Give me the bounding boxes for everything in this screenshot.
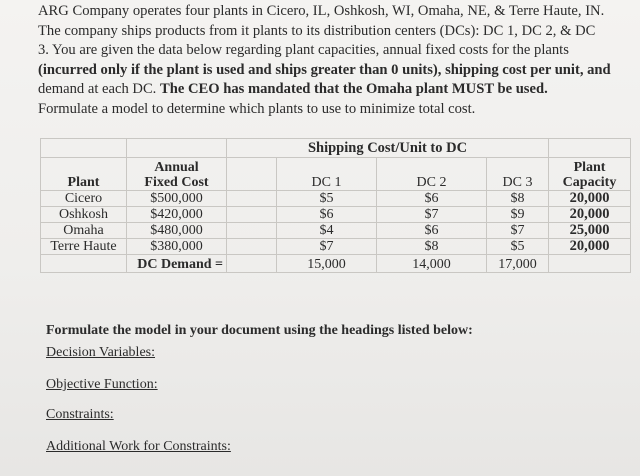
demand-row (41, 255, 631, 273)
dc3-header: DC 3 (487, 158, 549, 191)
fixed-cost: $420,000 (127, 207, 227, 223)
plant-name: Terre Haute (41, 239, 127, 255)
dc1-cost: $7 (277, 239, 377, 255)
ceo-mandate: The CEO has mandated that the Omaha plant MUST be used. (159, 81, 548, 98)
problem-line-bold: (incurred only if the plant is used and ships greater than 0 units), shipping cost per unit, and (38, 61, 611, 78)
dc2-cost: $7 (377, 207, 487, 223)
table-header-row (41, 158, 631, 191)
dc2-header: DC 2 (377, 158, 487, 191)
problem-statement (38, 2, 636, 120)
problem-line: Formulate a model to determine which plants to use to minimize total cost. (38, 100, 476, 117)
plant-header: Plant (41, 158, 127, 191)
blank-cell (227, 207, 277, 223)
dc3-cost: $7 (487, 223, 549, 239)
dc3-cost: $5 (487, 239, 549, 255)
empty-cell (549, 139, 631, 158)
capacity-header (549, 158, 631, 191)
fixed-cost: $480,000 (127, 223, 227, 239)
dc3-demand: 17,000 (487, 255, 549, 273)
plant-name: Oshkosh (41, 207, 127, 223)
plant-capacity: 20,000 (549, 239, 631, 255)
empty-cell (127, 139, 227, 158)
empty-cell (41, 255, 127, 273)
instructions-title: Formulate the model in your document using the headings listed below: (46, 323, 473, 338)
dc2-cost: $8 (377, 239, 487, 255)
dc3-cost: $8 (487, 191, 549, 207)
empty-cell (549, 255, 631, 273)
problem-line: ARG Company operates four plants in Cicero, IL, Oshkosh, WI, Omaha, NE, & Terre Haute, IN. (38, 3, 605, 19)
plant-name: Cicero (41, 191, 127, 207)
plant-capacity: 20,000 (549, 191, 631, 207)
problem-line-part: demand at each DC. (38, 81, 160, 98)
blank-cell (227, 255, 277, 273)
table-row (41, 239, 631, 255)
problem-line: 3. You are given the data below regarding plant capacities, annual fixed costs for the plants (38, 42, 569, 59)
decision-variables-heading: Decision Variables: (46, 345, 155, 360)
dc1-demand: 15,000 (277, 255, 377, 273)
problem-line: The company ships products from it plants to its distribution centers (DCs): DC 1, DC 2, & DC (38, 22, 596, 39)
additional-work-heading: Additional Work for Constraints: (46, 439, 231, 454)
data-table (40, 138, 631, 273)
table-row (41, 207, 631, 223)
empty-cell (41, 139, 127, 158)
plant-capacity: 20,000 (549, 207, 631, 223)
dc1-cost: $4 (277, 223, 377, 239)
fixed-cost: $380,000 (127, 239, 227, 255)
blank-cell (227, 239, 277, 255)
blank-cell (227, 191, 277, 207)
table-row (41, 223, 631, 239)
shipping-cost-header: Shipping Cost/Unit to DC (227, 139, 549, 158)
fixed-cost-header (127, 158, 227, 191)
capacity-header-line2: Capacity (562, 175, 617, 190)
plant-name: Omaha (41, 223, 127, 239)
dc1-cost: $5 (277, 191, 377, 207)
dc2-cost: $6 (377, 191, 487, 207)
objective-function-heading: Objective Function: (46, 377, 158, 392)
plant-capacity: 25,000 (549, 223, 631, 239)
dc2-demand: 14,000 (377, 255, 487, 273)
capacity-header-line1: Plant (573, 160, 606, 175)
fixed-cost-header-line2: Fixed Cost (144, 175, 209, 190)
fixed-cost-header-line1: Annual (154, 160, 199, 175)
blank-cell (227, 223, 277, 239)
blank-header (227, 158, 277, 191)
table-row (41, 191, 631, 207)
table-header-top-row (41, 139, 631, 158)
fixed-cost: $500,000 (127, 191, 227, 207)
dc3-cost: $9 (487, 207, 549, 223)
constraints-heading: Constraints: (46, 407, 114, 422)
dc1-cost: $6 (277, 207, 377, 223)
dc2-cost: $6 (377, 223, 487, 239)
dc1-header: DC 1 (277, 158, 377, 191)
problem-line (38, 80, 636, 100)
demand-label: DC Demand = (127, 255, 227, 273)
